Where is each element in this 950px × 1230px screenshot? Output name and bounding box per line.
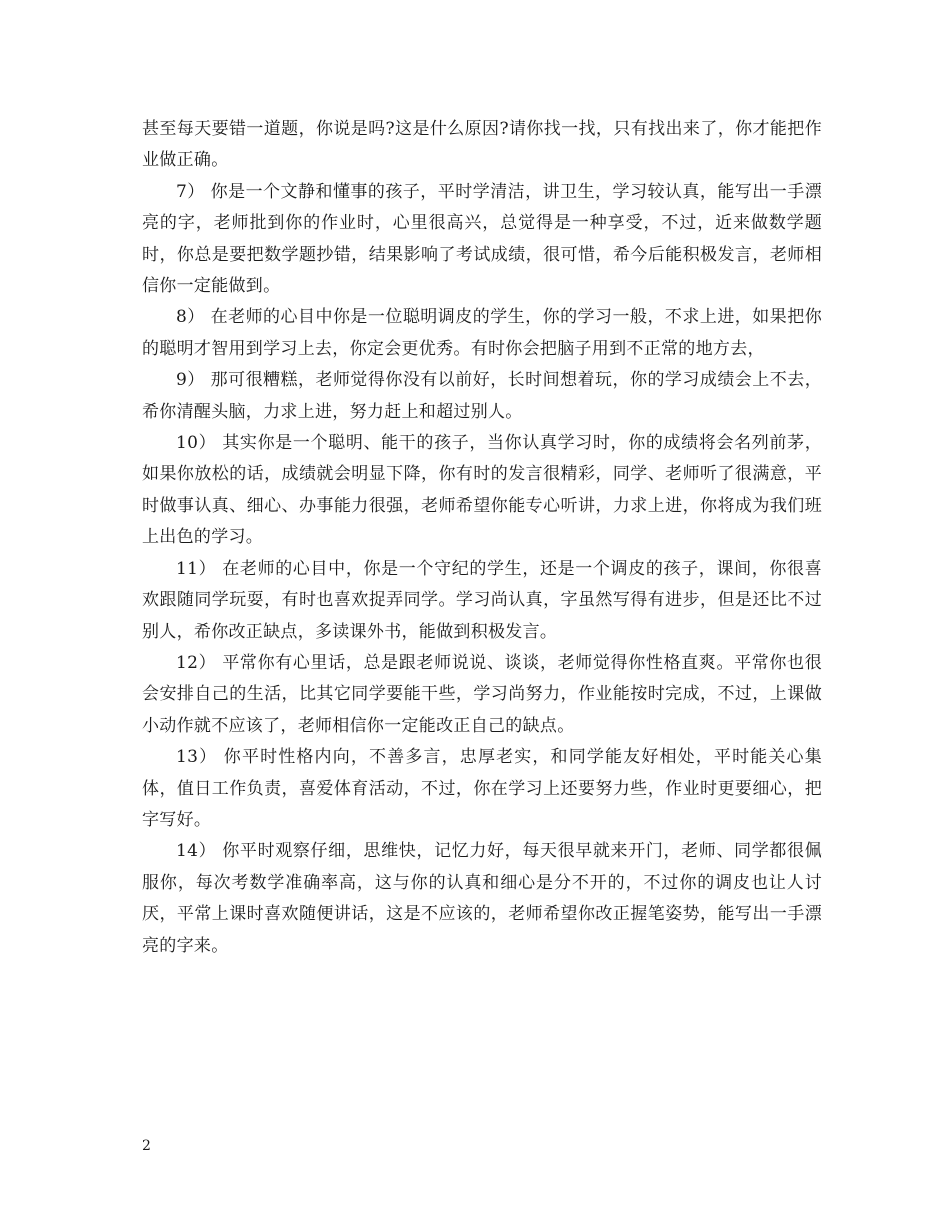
document-body <box>142 114 822 962</box>
paragraph-item-11: 11） 在老师的心目中，你是一个守纪的学生，还是一个调皮的孩子，课间，你很喜欢跟随同学玩耍，有时也喜欢捉弄同学。学习尚认真，字虽然写得有进步，但是还比不过别人，希你改正缺点，多读课外书，能做到积极发言。 <box>142 558 822 642</box>
paragraph-item-12: 12） 平常你有心里话，总是跟老师说说、谈谈，老师觉得你性格直爽。平常你也很会安排自己的生活，比其它同学要能干些，学习尚努力，作业能按时完成，不过，上课做小动作就不应该了，老师相信你一定能改正自己的缺点。 <box>142 652 822 736</box>
paragraph-item-9: 9） 那可很糟糕，老师觉得你没有以前好，长时间想着玩，你的学习成绩会上不去，希你清醒头脑，力求上进，努力赶上和超过别人。 <box>142 370 822 422</box>
paragraph-item-8: 8） 在老师的心目中你是一位聪明调皮的学生，你的学习一般，不求上进，如果把你的聪明才智用到学习上去，你定会更优秀。有时你会把脑子用到不正常的地方去， <box>142 307 822 359</box>
paragraph-continuation: 甚至每天要错一道题，你说是吗?这是什么原因?请你找一找，只有找出来了，你才能把作业做正确。 <box>142 119 822 171</box>
paragraph-item-7: 7） 你是一个文静和懂事的孩子，平时学清洁，讲卫生，学习较认真，能写出一手漂亮的字，老师批到你的作业时，心里很高兴，总觉得是一种享受，不过，近来做数学题时，你总是要把数学题抄错，结果影响了考试成绩，很可惜，希今后能积极发言，老师相信你一定能做到。 <box>142 181 822 297</box>
paragraph-item-13: 13） 你平时性格内向，不善多言，忠厚老实，和同学能友好相处，平时能关心集体，值日工作负责，喜爱体育活动，不过，你在学习上还要努力些，作业时更要细心，把字写好。 <box>142 747 822 830</box>
paragraph-item-14: 14） 你平时观察仔细，思维快，记忆力好，每天很早就来开门，老师、同学都很佩服你，每次考数学准确率高，这与你的认真和细心是分不开的，不过你的调皮也让人讨厌，平常上课时喜欢随便讲话，这是不应该的，老师希望你改正握笔姿势，能写出一手漂亮的字来。 <box>142 841 822 956</box>
page-number: 2 <box>142 1138 151 1154</box>
paragraph-item-10: 10） 其实你是一个聪明、能干的孩子，当你认真学习时，你的成绩将会名列前茅，如果你放松的话，成绩就会明显下降，你有时的发言很精彩，同学、老师听了很满意，平时做事认真、细心、办事能力很强，老师希望你能专心听讲，力求上进，你将成为我们班上出色的学习。 <box>142 433 822 548</box>
